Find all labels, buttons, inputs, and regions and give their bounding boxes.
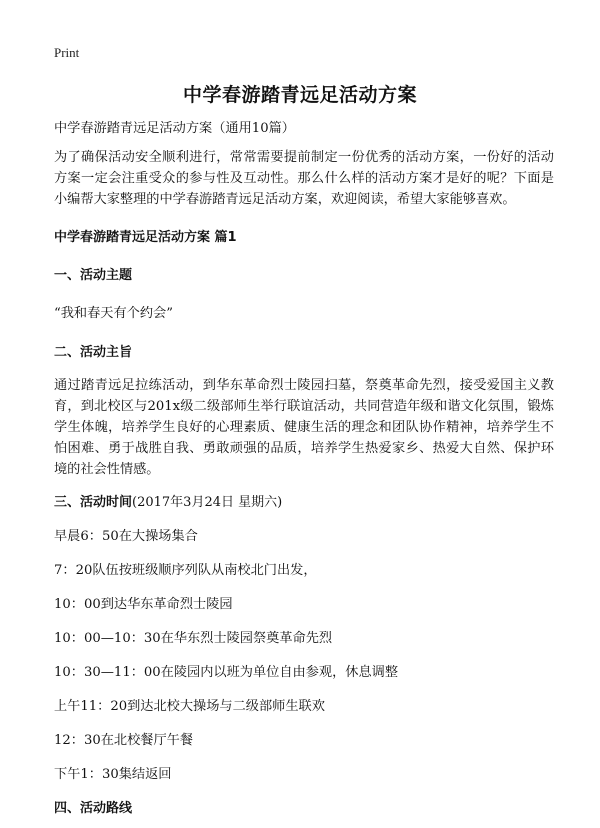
section-heading-theme: 一、活动主题 bbox=[54, 268, 133, 283]
schedule-item: 上午11：20到达北校大操场与二级部师生联欢 bbox=[54, 699, 325, 714]
schedule-item: 10：00到达华东革命烈士陵园 bbox=[54, 597, 233, 612]
page-title: 中学春游踏青远足活动方案 bbox=[182, 84, 417, 106]
schedule-item: 早晨6：50在大操场集合 bbox=[54, 529, 198, 544]
document-subtitle: 中学春游踏青远足活动方案（通用10篇） bbox=[54, 121, 295, 136]
theme-text: “我和春天有个约会” bbox=[54, 306, 173, 321]
schedule-item: 下午1：30集结返回 bbox=[54, 767, 172, 782]
purpose-paragraph: 通过踏青远足拉练活动，到华东革命烈士陵园扫墓，祭奠革命先烈，接受爱国主义教育，到北校区与201x级二级部师生举行联谊活动，共同营造年级和谐文化氛围，锻炼学生体魄，培养学生良好的心理素质、健康生活的理念和团队协作精神，培养学生不怕困难、勇于战胜自我、勇敢顽强的品质，培养学生热爱家乡、热爱大自然、保护环境的社会性情感。 bbox=[54, 378, 554, 477]
section-heading-time bbox=[54, 492, 554, 513]
schedule-item: 12：30在北校餐厅午餐 bbox=[54, 733, 194, 748]
time-heading-label: 三、活动时间 bbox=[54, 495, 133, 510]
section-heading-purpose: 二、活动主旨 bbox=[54, 345, 133, 360]
intro-paragraph: 为了确保活动安全顺利进行，常常需要提前制定一份优秀的活动方案，一份好的活动方案一定会注重受众的参与性及互动性。那么什么样的活动方案才是好的呢？下面是小编帮大家整理的中学春游踏青远足活动方案，欢迎阅读，希望大家能够喜欢。 bbox=[54, 150, 554, 207]
schedule-item: 10：00—10：30在华东烈士陵园祭奠革命先烈 bbox=[54, 631, 333, 646]
chapter-heading: 中学春游踏青远足活动方案 篇1 bbox=[54, 230, 237, 245]
schedule-item: 7：20队伍按班级顺序列队从南校北门出发， bbox=[54, 563, 317, 578]
document-body bbox=[54, 118, 554, 819]
section-heading-route: 四、活动路线 bbox=[54, 801, 133, 816]
schedule-item: 10：30—11：00在陵园内以班为单位自由参观，休息调整 bbox=[54, 665, 399, 680]
print-link[interactable]: Print bbox=[54, 45, 80, 60]
time-heading-date: (2017年3月24日 星期六) bbox=[132, 495, 283, 510]
